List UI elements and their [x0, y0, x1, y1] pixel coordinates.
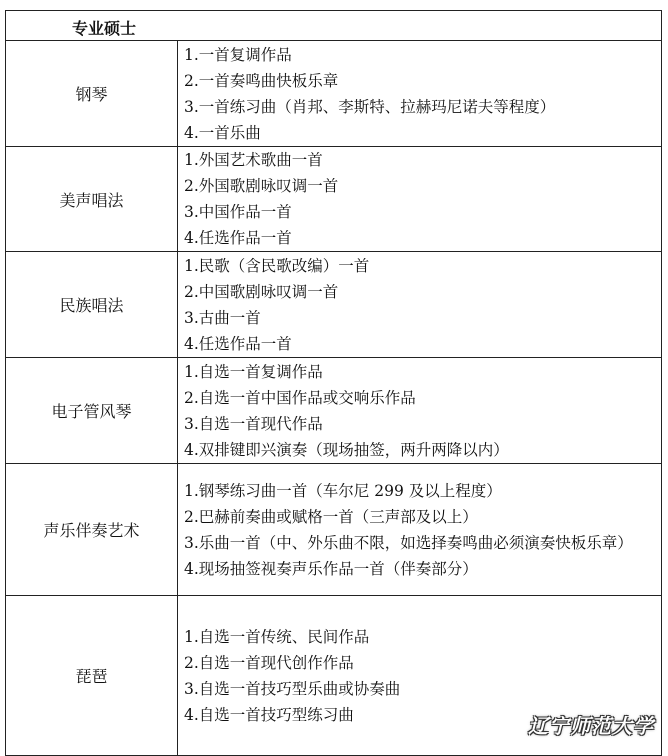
- list-item: 3.乐曲一首（中、外乐曲不限，如选择奏鸣曲必须演奏快板乐章）: [184, 533, 633, 552]
- table-row: [6, 41, 662, 147]
- list-item: 1.自选一首传统、民间作品: [184, 628, 370, 646]
- program-items-cell: [178, 41, 662, 147]
- list-item: 2.外国歌剧咏叹调一首: [184, 177, 339, 195]
- list-item: 3.古曲一首: [184, 308, 261, 327]
- list-item: 4.一首乐曲: [184, 123, 261, 142]
- program-name-cell: 声乐伴奏艺术: [6, 464, 178, 596]
- table-header-row: [5, 10, 662, 40]
- program-items-cell: [178, 147, 662, 252]
- list-item: 2.一首奏鸣曲快板乐章: [184, 71, 339, 90]
- list-item: 2.自选一首现代创作作品: [184, 654, 354, 672]
- table-row: [6, 147, 662, 252]
- program-items-cell: [178, 464, 662, 596]
- program-items-cell: [178, 252, 662, 358]
- table-row: [6, 252, 662, 358]
- list-item: 4.任选作品一首: [184, 229, 292, 247]
- list-item: 2.中国歌剧咏叹调一首: [184, 282, 339, 301]
- watermark-logo: 辽宁师范大学: [528, 714, 654, 738]
- list-item: 4.自选一首技巧型练习曲: [184, 706, 354, 724]
- program-name-cell: 民族唱法: [6, 252, 178, 358]
- list-item: 1.民歌（含民歌改编）一首: [184, 256, 370, 275]
- list-item: 2.自选一首中国作品或交响乐作品: [184, 388, 416, 407]
- table-row: [6, 358, 662, 464]
- program-name-cell: 美声唱法: [6, 147, 178, 252]
- section-title: 专业硕士: [72, 19, 137, 38]
- list-item: 1.自选一首复调作品: [184, 362, 323, 381]
- list-item: 3.一首练习曲（肖邦、李斯特、拉赫玛尼诺夫等程度）: [184, 97, 556, 116]
- list-item: 1.钢琴练习曲一首（车尔尼 299 及以上程度）: [184, 481, 502, 500]
- list-item: 3.自选一首技巧型乐曲或协奏曲: [184, 680, 401, 698]
- list-item: 3.自选一首现代作品: [184, 414, 323, 433]
- program-name-cell: 琵琶: [6, 596, 178, 756]
- program-table: [5, 40, 662, 756]
- list-item: 1.外国艺术歌曲一首: [184, 151, 323, 169]
- program-document: [5, 10, 662, 756]
- program-name-cell: 电子管风琴: [6, 358, 178, 464]
- program-items-cell: [178, 358, 662, 464]
- list-item: 1.一首复调作品: [184, 45, 292, 64]
- list-item: 3.中国作品一首: [184, 203, 292, 221]
- list-item: 4.现场抽签视奏声乐作品一首（伴奏部分）: [184, 559, 478, 578]
- table-row: [6, 464, 662, 596]
- list-item: 4.双排键即兴演奏（现场抽签，两升两降以内）: [184, 440, 509, 459]
- program-name-cell: 钢琴: [6, 41, 178, 147]
- list-item: 2.巴赫前奏曲或赋格一首（三声部及以上）: [184, 507, 478, 526]
- list-item: 4.任选作品一首: [184, 334, 292, 353]
